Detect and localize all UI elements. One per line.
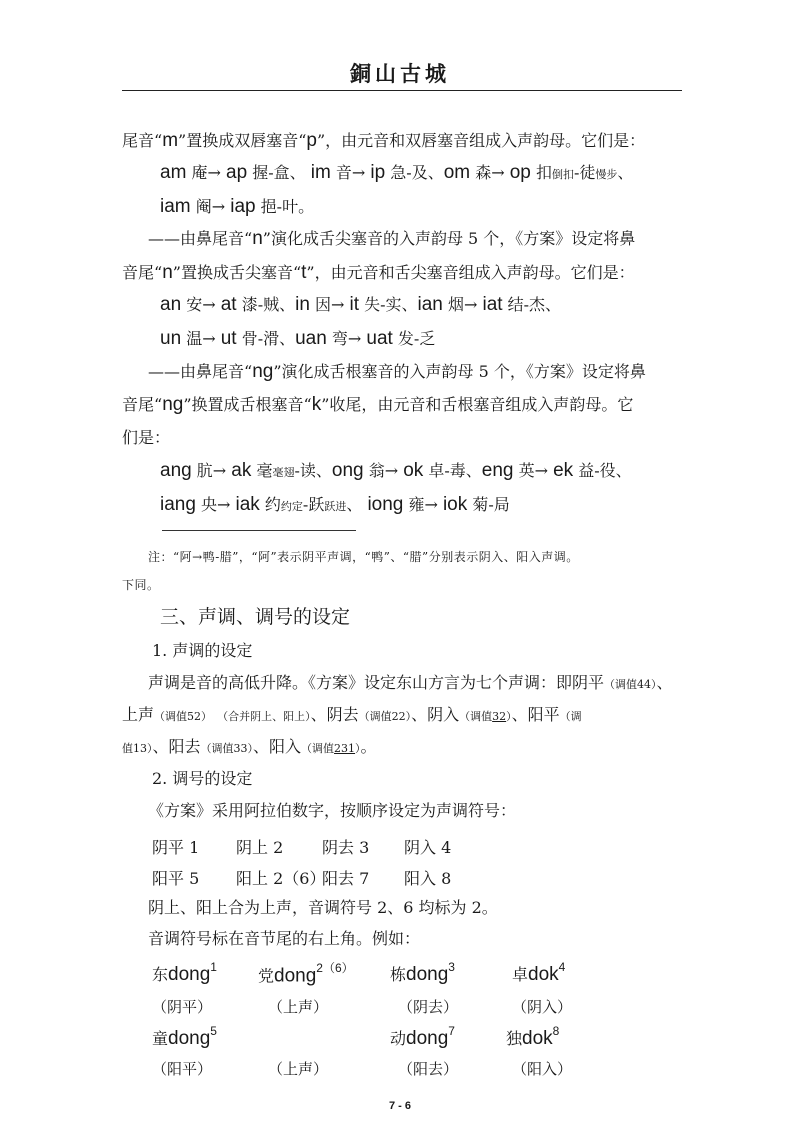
text: 急-及、 xyxy=(390,163,444,182)
small-text: ） xyxy=(506,710,512,723)
text: 、阳平 xyxy=(511,705,560,724)
tone-label: （阳入） xyxy=(512,1060,573,1078)
tone-number: 2（6） xyxy=(316,961,354,975)
text: 烟→ xyxy=(447,295,483,314)
pinyin: iok xyxy=(442,494,468,515)
text: 因→ xyxy=(315,295,350,314)
example-item xyxy=(258,962,354,987)
body5: 阴上、阳上合为上声，音调符号 2、6 均标为 2。 xyxy=(148,898,498,917)
tone-cell: 阳入 8 xyxy=(404,869,452,888)
small-text: ） xyxy=(355,742,361,755)
pinyin: ng xyxy=(162,394,184,415)
tone-number: 4 xyxy=(558,959,566,974)
footnote-rule xyxy=(162,530,356,531)
pinyin: ak xyxy=(231,460,252,481)
pinyin: iong xyxy=(367,494,404,515)
text: 翁→ xyxy=(368,461,404,480)
tone-cell: 阴去 3 xyxy=(322,838,370,857)
pinyin: ang xyxy=(160,460,192,481)
body2 xyxy=(122,704,582,728)
pinyin: un xyxy=(160,328,182,349)
subsection-title-2: 2. 调号的设定 xyxy=(152,769,253,788)
tone-number: 5 xyxy=(210,1023,217,1038)
tone-label: （上声） xyxy=(268,1060,329,1078)
section-title: 三、声调、调号的设定 xyxy=(160,606,351,628)
hanzi: 卓 xyxy=(512,965,529,984)
pinyin: iat xyxy=(482,294,503,315)
text: 结-杰、 xyxy=(507,295,562,314)
pinyin: it xyxy=(349,294,359,315)
text: 。 xyxy=(360,737,377,756)
pinyin: ong xyxy=(331,460,364,481)
text: 英→ xyxy=(518,461,554,480)
pinyin: at xyxy=(220,294,237,315)
tone-cell: 阳去 7 xyxy=(322,869,370,888)
p3-line5 xyxy=(160,494,510,518)
body4: 《方案》采用阿拉伯数字，按顺序设定为声调符号： xyxy=(148,801,517,820)
subsection-title-1: 1. 声调的设定 xyxy=(152,641,253,660)
p3-line4 xyxy=(160,460,632,484)
pinyin: om xyxy=(443,162,471,183)
pinyin: ian xyxy=(417,294,443,315)
text: 漆-贼、 xyxy=(241,295,296,314)
text: 发-乏 xyxy=(397,329,436,348)
text: 、阳入 xyxy=(253,737,302,756)
pinyin: iak xyxy=(235,494,260,515)
text: 骨-滑、 xyxy=(241,329,296,348)
footnote-line2: 下同。 xyxy=(122,578,160,592)
p3-line1 xyxy=(148,361,646,383)
running-header: 銅山古城 xyxy=(350,61,450,86)
text: 失-实、 xyxy=(364,295,418,314)
text: 上声 xyxy=(122,705,155,724)
small-text: （调值52） xyxy=(154,710,213,723)
body1 xyxy=(148,672,673,696)
tone-number: 7 xyxy=(448,1023,455,1038)
text: 雍→ xyxy=(408,495,443,514)
small-text: 231 xyxy=(334,742,356,755)
p1-line3 xyxy=(160,196,314,218)
small-text: （调值33） xyxy=(200,742,254,755)
text: 、阴入 xyxy=(411,705,460,724)
p2-line3 xyxy=(160,294,561,316)
pinyin: dong xyxy=(168,1028,211,1049)
text: ”演化成舌根塞音的入声韵母 5 个，《方案》设定将鼻 xyxy=(273,362,646,381)
text: 尾音“ xyxy=(122,131,163,150)
text: ——由鼻尾音“ xyxy=(148,229,253,248)
pinyin: eng xyxy=(481,460,514,481)
text: 央→ xyxy=(201,495,236,514)
p3-line2 xyxy=(122,394,633,416)
pinyin: iam xyxy=(160,196,191,217)
tone-label: （阴平） xyxy=(152,998,213,1016)
text: 、阴去 xyxy=(310,705,359,724)
pinyin: uat xyxy=(366,328,393,349)
pinyin: dong xyxy=(406,1028,449,1049)
text: 、 xyxy=(617,163,634,182)
pinyin: dok xyxy=(528,964,559,985)
pinyin: n xyxy=(252,228,263,249)
text: 约 xyxy=(264,495,281,514)
pinyin: k xyxy=(311,394,322,415)
tone-label: （阴去） xyxy=(398,998,459,1016)
text: ”换置成舌根塞音“ xyxy=(183,395,312,414)
pinyin: am xyxy=(160,162,187,183)
pinyin: op xyxy=(509,162,531,183)
p2-line1 xyxy=(148,228,635,250)
hanzi: 独 xyxy=(506,1029,523,1048)
pinyin: ut xyxy=(220,328,237,349)
example-item xyxy=(152,959,217,986)
body3 xyxy=(122,736,377,760)
example-item xyxy=(390,959,455,986)
text: 益-役、 xyxy=(578,461,632,480)
text: 弯→ xyxy=(331,329,367,348)
tone-label: （上声） xyxy=(268,998,329,1016)
pinyin: ok xyxy=(403,460,424,481)
hanzi: 东 xyxy=(152,965,169,984)
text: 卓-毒、 xyxy=(428,461,482,480)
small-text: 倒扣 xyxy=(551,168,574,181)
text: -跃 xyxy=(302,495,325,514)
small-text: 跃进 xyxy=(324,500,347,513)
text: 握-盒、 xyxy=(252,163,311,182)
pinyin: m xyxy=(162,130,179,151)
pinyin: uan xyxy=(295,328,327,349)
text: ——由鼻尾音“ xyxy=(148,362,253,381)
text: 音尾“ xyxy=(122,395,163,414)
text: 声调是音的高低升降。《方案》设定东山方言为七个声调：即阴平 xyxy=(148,673,605,692)
text: ”置换成舌尖塞音“ xyxy=(172,263,302,282)
text: 扣 xyxy=(535,163,552,182)
text: ”置换成双唇塞音“ xyxy=(178,131,307,150)
pinyin: an xyxy=(160,294,182,315)
text: ”，由元音和舌尖塞音组成入声韵母。它们是： xyxy=(306,263,635,282)
tone-number: 8 xyxy=(552,1023,560,1038)
pinyin: ip xyxy=(370,162,386,183)
small-text: （调值44） xyxy=(604,678,657,691)
pinyin: dong xyxy=(274,965,317,987)
pinyin: in xyxy=(295,294,310,315)
small-text: 约定 xyxy=(280,500,303,513)
hanzi: 栋 xyxy=(390,965,407,984)
text: 挹-叶。 xyxy=(260,197,315,216)
tone-number: 1 xyxy=(210,959,217,974)
text: ”收尾，由元音和舌根塞音组成入声韵母。它 xyxy=(321,395,634,414)
example-item xyxy=(506,1023,560,1050)
example-item xyxy=(152,1023,217,1050)
pinyin: dong xyxy=(406,964,449,985)
pinyin: ek xyxy=(553,460,574,481)
pinyin: iap xyxy=(230,196,256,217)
pinyin: iang xyxy=(160,494,196,515)
text: -徒 xyxy=(573,163,596,182)
tone-cell: 阴入 4 xyxy=(404,838,452,857)
p1-line2 xyxy=(160,162,633,186)
pinyin: ng xyxy=(252,361,274,382)
header-rule xyxy=(122,90,682,91)
tone-label: （阳平） xyxy=(152,1060,213,1078)
text: 温→ xyxy=(186,329,221,348)
text: 音尾“ xyxy=(122,263,163,282)
text: -读、 xyxy=(294,461,332,480)
tone-cell: 阳平 5 xyxy=(152,869,200,888)
body6: 音调符号标在音节尾的右上角。例如： xyxy=(148,929,421,948)
small-text: 32 xyxy=(492,710,507,723)
text: 音→ xyxy=(335,163,371,182)
text: 肮→ xyxy=(196,461,232,480)
text: ”，由元音和双唇塞音组成入声韵母。它们是： xyxy=(316,131,646,150)
text: 森→ xyxy=(475,163,510,182)
small-text: （调 xyxy=(559,710,582,723)
tone-cell: 阴平 1 xyxy=(152,838,200,857)
text: 、 xyxy=(346,495,368,514)
small-text: （调值 xyxy=(459,710,493,723)
pinyin: t xyxy=(301,262,307,283)
text: 庵→ xyxy=(191,163,226,182)
hanzi: 童 xyxy=(152,1029,169,1048)
pinyin: dok xyxy=(522,1028,553,1049)
p2-line2 xyxy=(122,262,635,284)
pinyin: n xyxy=(162,262,173,283)
pinyin: im xyxy=(310,162,331,183)
text: 、阳去 xyxy=(152,737,201,756)
pinyin: dong xyxy=(168,964,211,985)
tone-number: 3 xyxy=(448,959,455,974)
text: 安→ xyxy=(186,295,221,314)
p1-line1 xyxy=(122,130,645,152)
small-text: （合并阴上、阳上） xyxy=(217,710,311,723)
tone-cell: 阳上 2（6） xyxy=(236,869,326,888)
small-text: （调值22） xyxy=(358,710,412,723)
small-text: 值13） xyxy=(122,742,153,755)
hanzi: 动 xyxy=(390,1029,407,1048)
example-item xyxy=(512,959,566,986)
example-item xyxy=(390,1023,455,1050)
p3-line3: 们是： xyxy=(122,428,171,447)
tone-label: （阴入） xyxy=(512,998,573,1016)
page-number: 7 - 6 xyxy=(388,1100,411,1112)
small-text: 毫翅 xyxy=(272,466,295,479)
text: 菊-局 xyxy=(472,495,510,514)
tone-label: （阳去） xyxy=(398,1060,459,1078)
text: ”演化成舌尖塞音的入声韵母 5 个，《方案》设定将鼻 xyxy=(262,229,636,248)
small-text: （调值 xyxy=(301,742,335,755)
tone-cell: 阴上 2 xyxy=(236,838,284,857)
text: 毫 xyxy=(256,461,273,480)
hanzi: 党 xyxy=(258,966,275,986)
text: 、 xyxy=(656,673,673,692)
footnote-line1: 注：“阿→鸭-腊”，“阿”表示阴平声调，“鸭”、“腊”分别表示阴入、阳入声调。 xyxy=(148,550,579,564)
pinyin: ap xyxy=(226,162,248,183)
p2-line4 xyxy=(160,328,435,350)
text: 阉→ xyxy=(195,197,231,216)
small-text: 慢步 xyxy=(595,168,618,181)
pinyin: p xyxy=(306,130,317,151)
